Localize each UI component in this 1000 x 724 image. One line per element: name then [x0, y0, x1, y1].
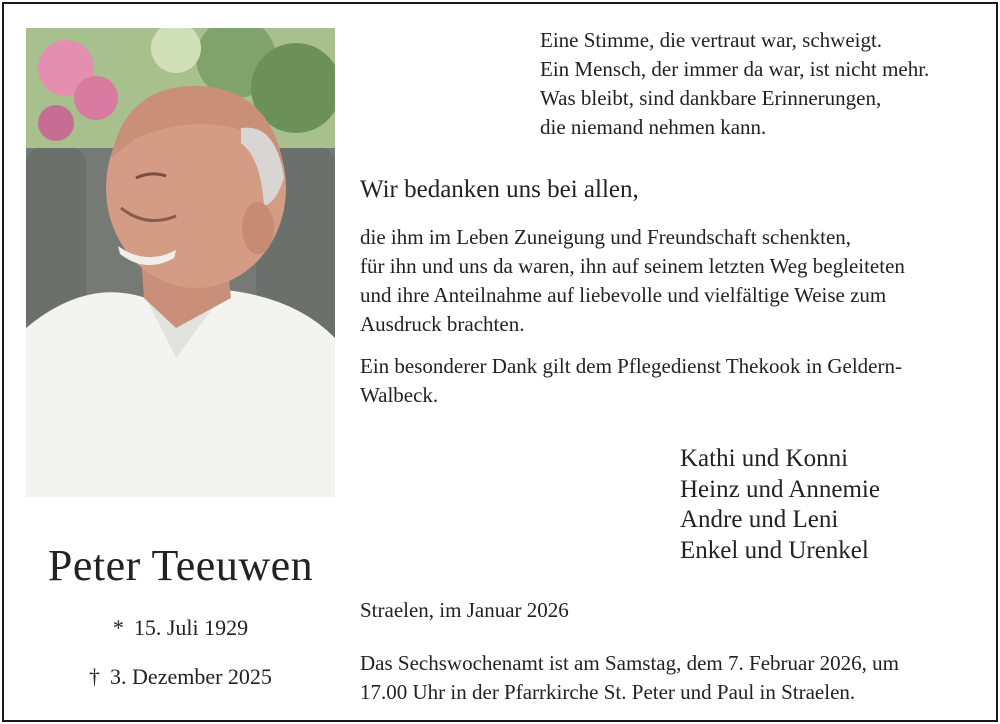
service-info — [360, 649, 962, 707]
place-date: Straelen, im Januar 2026 — [360, 598, 569, 622]
death-date — [26, 664, 335, 690]
signer: Andre und Leni — [680, 506, 839, 533]
birth-date — [26, 615, 335, 641]
thanks-line: Ausdruck brachten. — [360, 312, 525, 336]
birth-symbol: * — [112, 615, 124, 640]
portrait-photo — [26, 28, 335, 497]
signer: Kathi und Konni — [680, 445, 849, 472]
signer: Enkel und Urenkel — [680, 536, 869, 564]
special-thanks — [360, 352, 962, 410]
thanks-line: die ihm im Leben Zuneigung und Freundschaft schenkten, — [360, 225, 852, 249]
death-date-text: 3. Dezember 2025 — [110, 664, 272, 689]
deceased-name: Peter Teeuwen — [47, 541, 314, 590]
thanks-heading: Wir bedanken uns bei allen, — [360, 176, 639, 203]
thanks-line: und ihre Anteilnahme auf liebevolle und vielfältige Weise zum — [360, 283, 887, 307]
thanks-line: für ihn und uns da waren, ihn auf seinem letzten Weg begleiteten — [360, 254, 905, 278]
thanks-paragraph — [360, 223, 962, 339]
poem-line: Was bleibt, sind dankbare Erinnerungen, — [540, 86, 882, 110]
poem-line: Eine Stimme, die vertraut war, schweigt. — [540, 28, 883, 52]
signers-list — [680, 444, 880, 566]
death-symbol: † — [89, 664, 101, 689]
special-thanks-line: Ein besonderer Dank gilt dem Pflegedienst Thekook in Geldern- — [360, 354, 902, 378]
obituary-card — [2, 2, 998, 722]
service-line: Das Sechswochenamt ist am Samstag, dem 7. Februar 2026, um — [360, 651, 899, 675]
signer: Heinz und Annemie — [680, 475, 880, 503]
special-thanks-line: Walbeck. — [360, 383, 439, 407]
poem — [540, 26, 929, 142]
birth-date-text: 15. Juli 1929 — [133, 615, 249, 640]
poem-line: Ein Mensch, der immer da war, ist nicht mehr. — [540, 57, 930, 81]
poem-line: die niemand nehmen kann. — [540, 115, 767, 139]
service-line: 17.00 Uhr in der Pfarrkirche St. Peter und Paul in Straelen. — [360, 680, 856, 704]
